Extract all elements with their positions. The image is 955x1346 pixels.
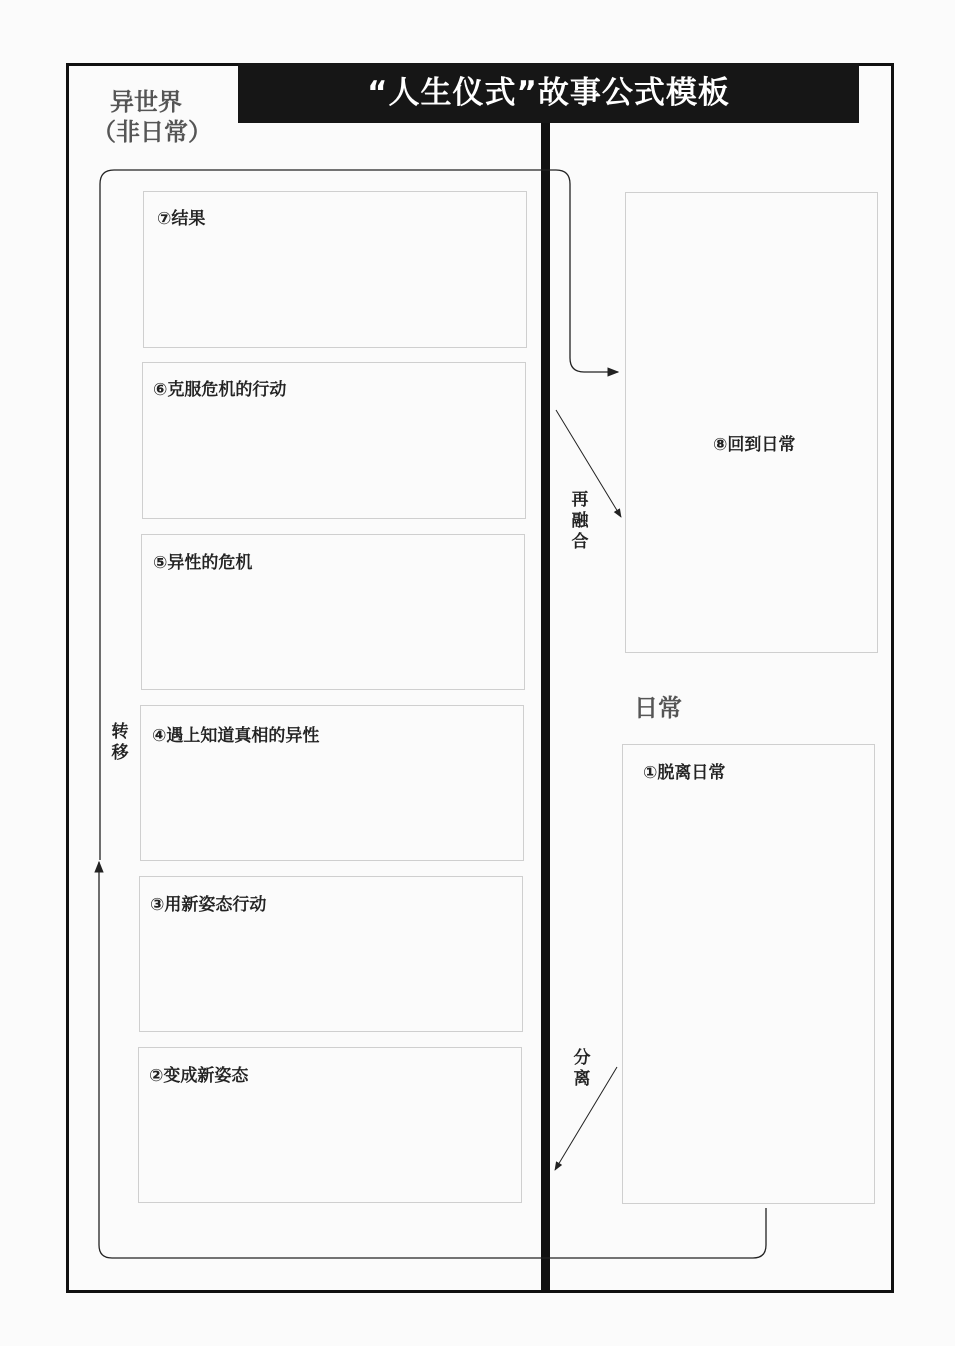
diagram-title: “人生仪式”故事公式模板 xyxy=(367,75,730,111)
separation-arrow xyxy=(555,1067,617,1170)
stage-label-7: ⑦结果 xyxy=(157,209,206,229)
transition-label-separation: 分离 xyxy=(573,1048,591,1089)
zone-label-otherworld-sub: （非日常） xyxy=(92,118,212,146)
stage-label-8: ⑧回到日常 xyxy=(713,435,796,455)
stage-label-4: ④遇上知道真相的异性 xyxy=(152,726,320,746)
stage-label-3: ③用新姿态行动 xyxy=(150,895,267,915)
transfer-loop-top-line xyxy=(100,170,618,860)
stage-label-1: ①脱离日常 xyxy=(643,763,726,783)
zone-label-daily: 日常 xyxy=(634,694,682,722)
stage-label-6: ⑥克服危机的行动 xyxy=(153,380,287,400)
transition-label-transfer: 转移 xyxy=(111,722,129,763)
reintegration-arrow xyxy=(556,410,621,517)
transfer-loop-line xyxy=(99,862,766,1258)
stage-label-5: ⑤异性的危机 xyxy=(153,553,253,573)
zone-label-otherworld: 异世界 xyxy=(110,88,182,116)
stage-label-2: ②变成新姿态 xyxy=(149,1066,249,1086)
transition-label-reintegration: 再融合 xyxy=(571,490,589,552)
